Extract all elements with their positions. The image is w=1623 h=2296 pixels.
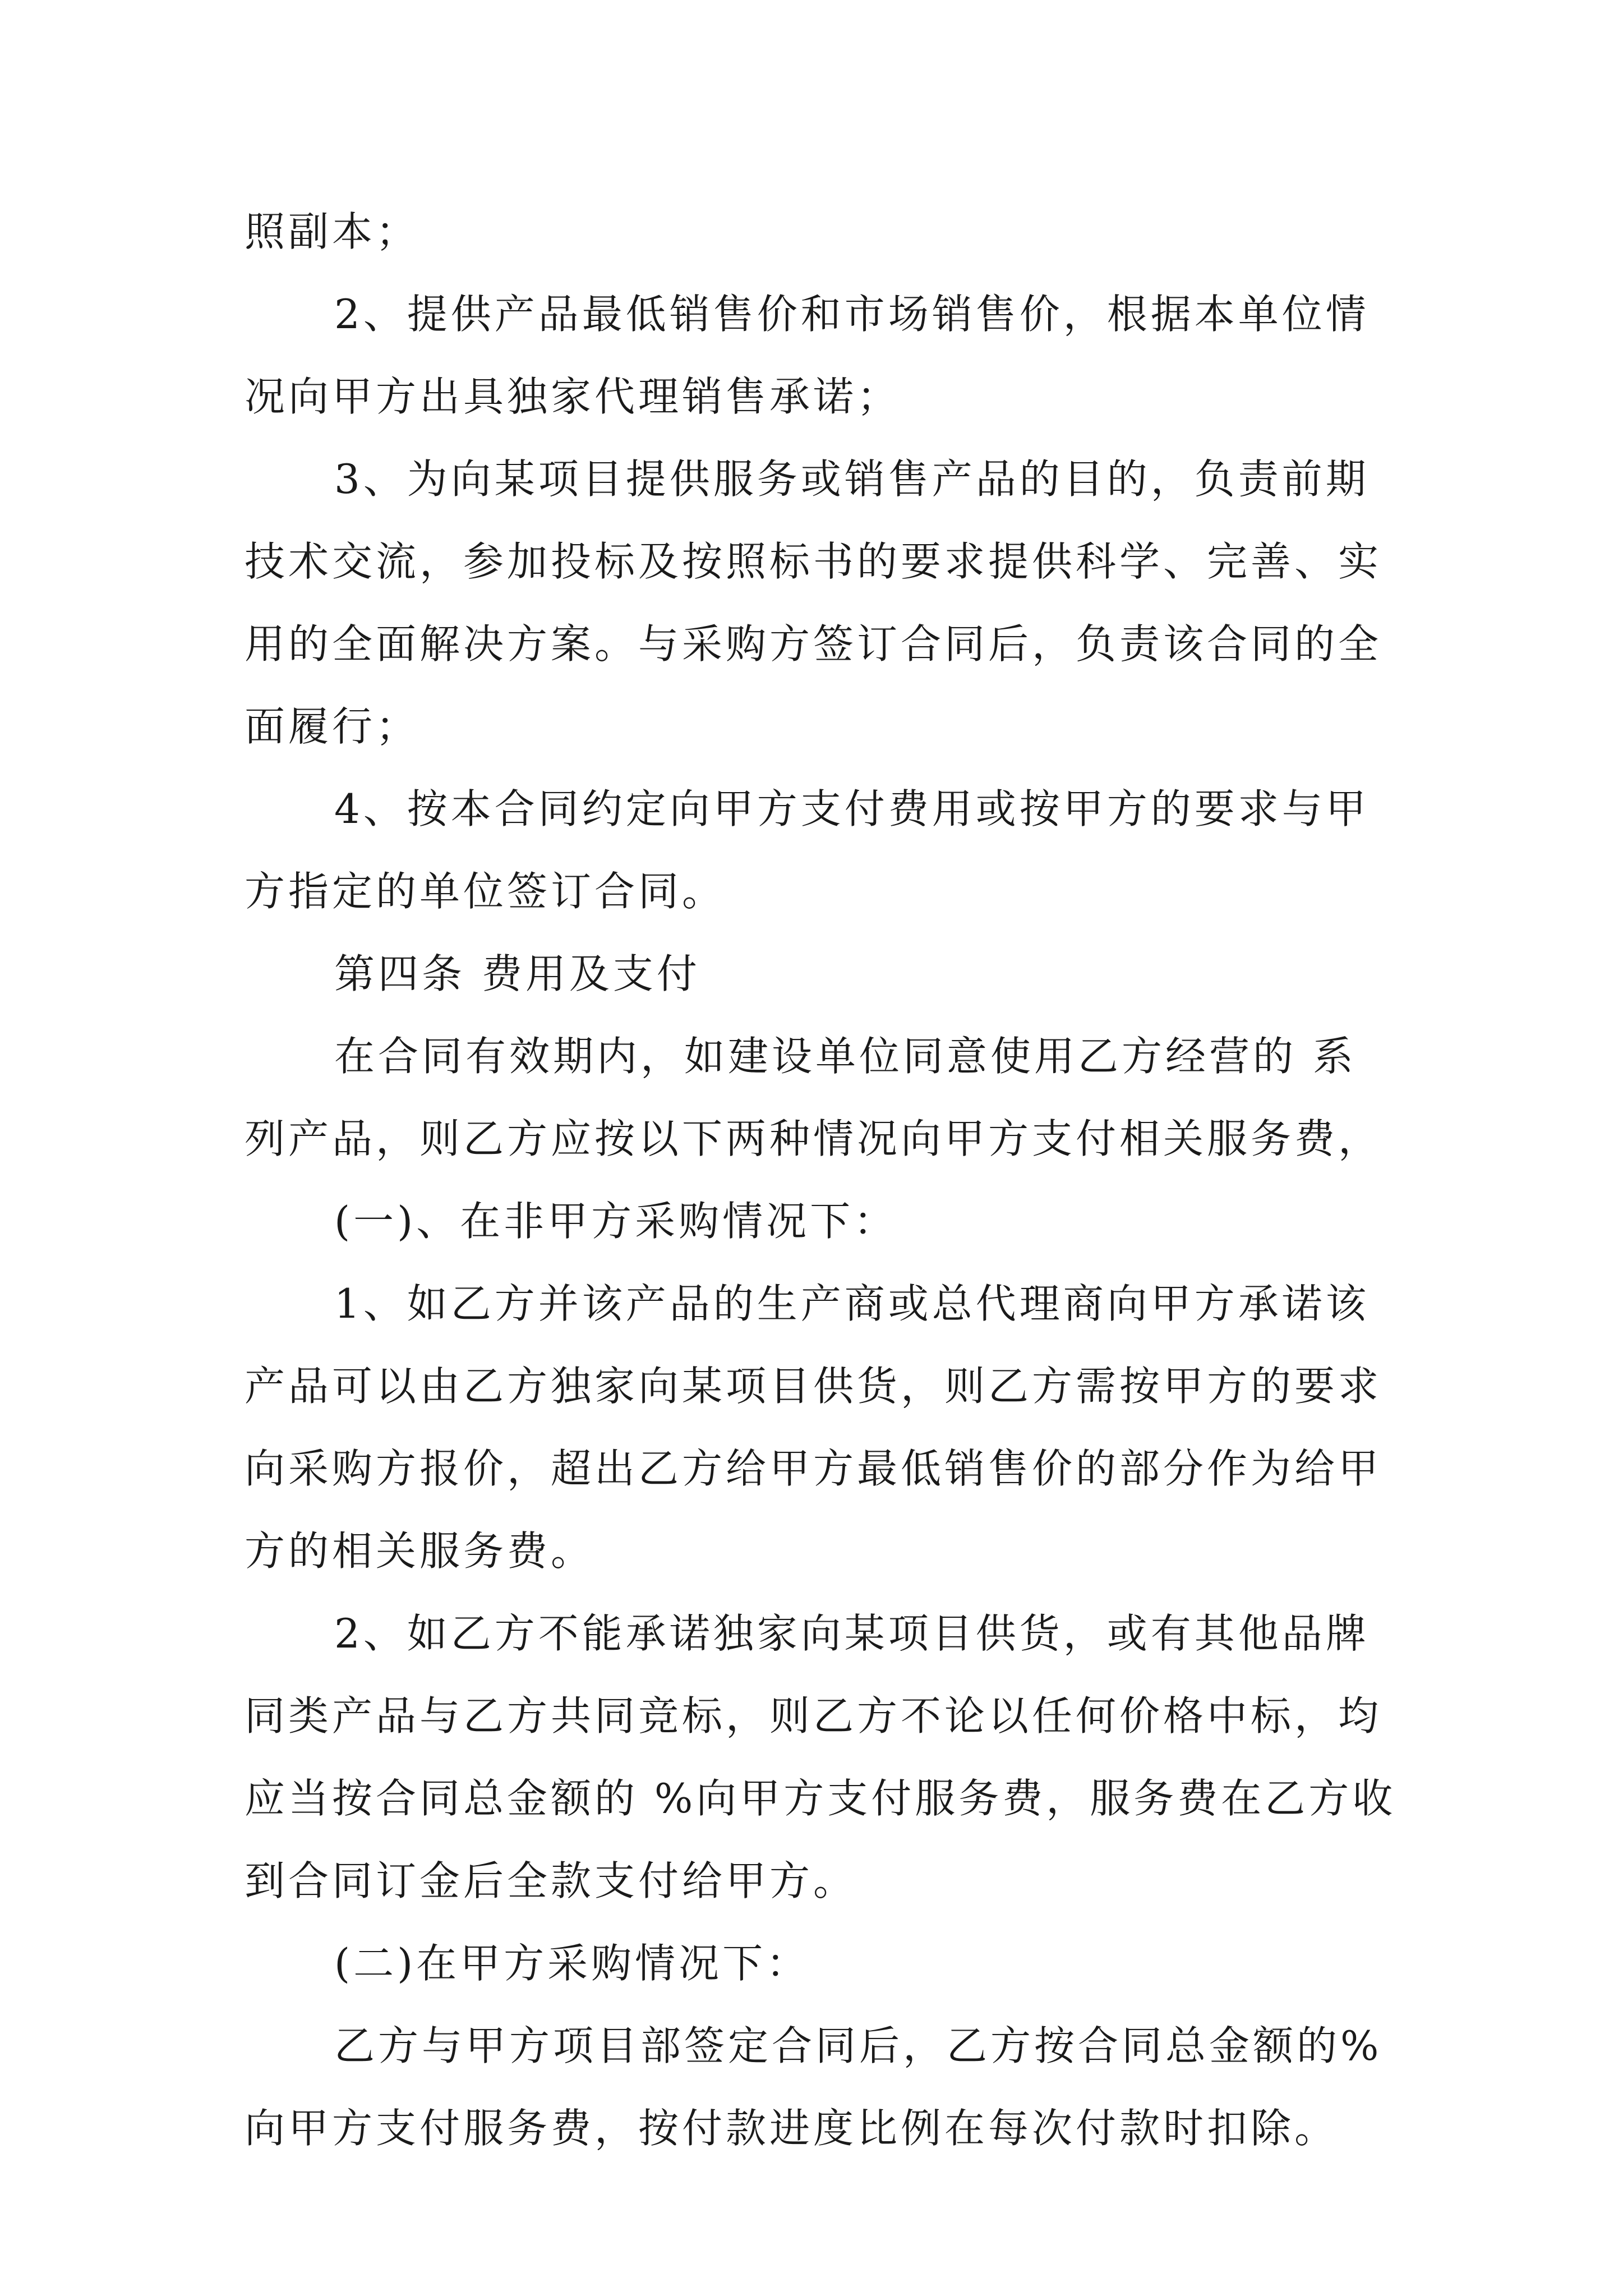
text-line: 列产品，则乙方应按以下两种情况向甲方支付相关服务费， — [245, 1115, 1382, 1162]
text-line: 2、提供产品最低销售价和市场销售价，根据本单位情 — [334, 291, 1370, 338]
text-line: 方指定的单位签订合同。 — [245, 868, 726, 915]
text-line: 技术交流，参加投标及按照标书的要求提供科学、完善、实 — [245, 538, 1382, 585]
text-line: 1、如乙方并该产品的生产商或总代理商向甲方承诺该 — [334, 1280, 1370, 1327]
text-line: 况向甲方出具独家代理销售承诺； — [245, 373, 901, 420]
section-heading: 第四条 费用及支付 — [334, 950, 700, 997]
text-line: 乙方与甲方项目部签定合同后，乙方按合同总金额的% — [334, 2022, 1382, 2069]
text-line: 2、如乙方不能承诺独家向某项目供货，或有其他品牌 — [334, 1610, 1370, 1657]
text-line: 用的全面解决方案。与采购方签订合同后，负责该合同的全 — [245, 620, 1382, 668]
text-line: 3、为向某项目提供服务或销售产品的目的，负责前期 — [334, 455, 1370, 503]
text-line: 产品可以由乙方独家向某项目供货，则乙方需按甲方的要求 — [245, 1363, 1382, 1410]
text-line: 照副本； — [245, 208, 420, 255]
document-body — [245, 191, 1396, 2170]
text-line: 向甲方支付服务费，按付款进度比例在每次付款时扣除。 — [245, 2105, 1339, 2152]
text-line: 面履行； — [245, 703, 420, 750]
subsection-heading: (一)、在非甲方采购情况下： — [334, 1198, 898, 1245]
text-line: 向采购方报价，超出乙方给甲方最低销售价的部分作为给甲 — [245, 1445, 1382, 1492]
text-line: 应当按合同总金额的 %向甲方支付服务费，服务费在乙方收 — [245, 1775, 1396, 1822]
text-line: 4、按本合同约定向甲方支付费用或按甲方的要求与甲 — [334, 785, 1370, 832]
subsection-heading: (二)在甲方采购情况下： — [334, 1940, 810, 1987]
text-line: 同类产品与乙方共同竞标，则乙方不论以任何价格中标，均 — [245, 1692, 1382, 1740]
text-line: 在合同有效期内，如建设单位同意使用乙方经营的 系 — [334, 1033, 1357, 1080]
text-line: 方的相关服务费。 — [245, 1527, 595, 1575]
text-line: 到合同订金后全款支付给甲方。 — [245, 1857, 857, 1904]
